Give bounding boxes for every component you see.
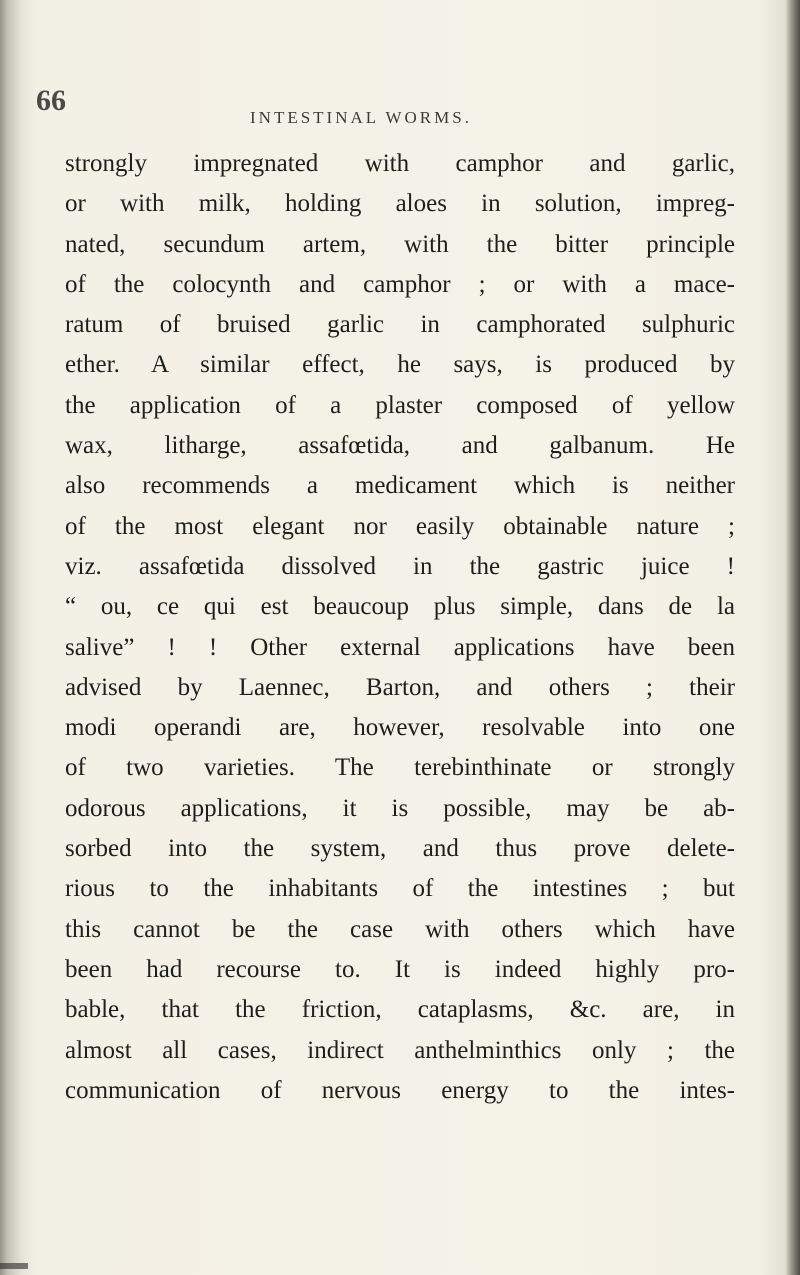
text-line: rious to the inhabitants of the intestines ; but: [65, 875, 735, 903]
text-line: wax, litharge, assafœtida, and galbanum. He: [65, 432, 735, 460]
text-line: ratum of bruised garlic in camphorated sulphuric: [65, 311, 735, 339]
text-line: almost all cases, indirect anthelminthics only ; the: [65, 1036, 735, 1064]
text-line: odorous applications, it is possible, may be ab-: [65, 794, 735, 822]
text-line: been had recourse to. It is indeed highly pro-: [65, 955, 735, 983]
text-line: advised by Laennec, Barton, and others ; their: [65, 673, 735, 701]
text-line: ether. A similar effect, he says, is produced by: [65, 351, 735, 379]
text-line: also recommends a medicament which is neither: [65, 472, 735, 500]
text-line: viz. assafœtida dissolved in the gastric juice !: [65, 552, 735, 580]
text-line: communication of nervous energy to the intes-: [65, 1076, 735, 1104]
text-line: this cannot be the case with others which have: [65, 915, 735, 943]
text-line: of two varieties. The terebinthinate or strongly: [65, 754, 735, 782]
text-line: the application of a plaster composed of yellow: [65, 391, 735, 419]
text-line: or with milk, holding aloes in solution, impreg-: [65, 190, 735, 218]
text-line: of the most elegant nor easily obtainable nature ;: [65, 512, 735, 540]
text-line: strongly impregnated with camphor and garlic,: [65, 150, 735, 177]
scan-artifact: [0, 1263, 28, 1269]
text-line: modi operandi are, however, resolvable into one: [65, 714, 735, 742]
page-gutter-shadow: [0, 0, 34, 1275]
text-line: nated, secundum artem, with the bitter principle: [65, 230, 735, 258]
text-line: “ ou, ce qui est beaucoup plus simple, dans de la: [65, 593, 735, 621]
text-line: salive” ! ! Other external applications have been: [65, 633, 735, 661]
page-number: 66: [36, 84, 66, 117]
text-line: bable, that the friction, cataplasms, &c. are, in: [65, 996, 735, 1024]
running-head: INTESTINAL WORMS.: [250, 108, 472, 127]
body-text: [65, 144, 735, 1111]
text-line: sorbed into the system, and thus prove delete-: [65, 835, 735, 863]
page-edge: [786, 0, 800, 1275]
text-line: of the colocynth and camphor ; or with a mace-: [65, 270, 735, 298]
